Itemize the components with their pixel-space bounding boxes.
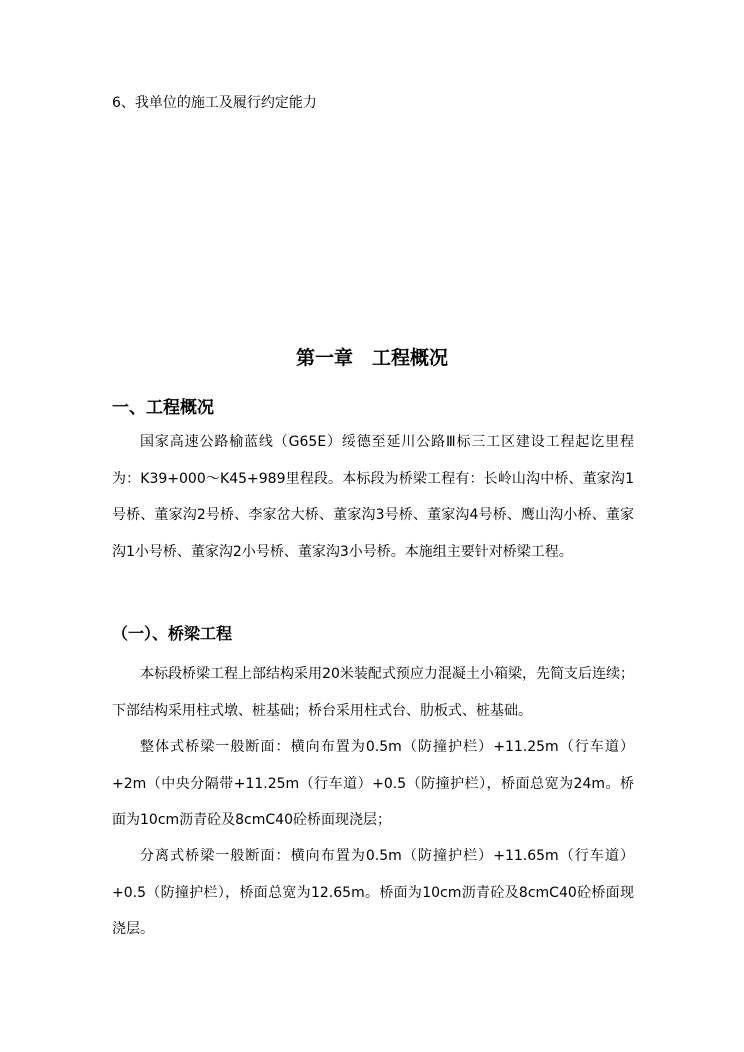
- paragraph-overview: 国家高速公路榆蓝线（G65E）绥德至延川公路Ⅲ标三工区建设工程起讫里程为：K39+000～K45+989里程段。本标段为桥梁工程有：长岭山沟中桥、董家沟1号桥、董家沟2号桥、李家岔大桥、董家沟3号桥、董家沟4号桥、鹰山沟小桥、董家沟1小号桥、董家沟2小号桥、董家沟3小号桥。本施组主要针对桥梁工程。: [112, 434, 634, 560]
- section-heading: 一、工程概况: [112, 398, 214, 418]
- chapter-title: 第一章 工程概况: [295, 347, 448, 369]
- list-item-6: 6、我单位的施工及履行约定能力: [112, 95, 317, 111]
- sub-heading-bridge-works: （一）、桥梁工程: [112, 624, 233, 643]
- paragraph-structure: 本标段桥梁工程上部结构采用20米装配式预应力混凝土小箱梁，先简支后连续；下部结构采用柱式墩、桩基础；桥台采用柱式台、肋板式、桩基础。: [112, 666, 634, 719]
- paragraph-integral-section: 整体式桥梁一般断面：横向布置为0.5m（防撞护栏）+11.25m（行车道）+2m（中央分隔带+11.25m（行车道）+0.5（防撞护栏），桥面总宽为24m。桥面为10cm沥青砼及8cmC40砼桥面现浇层；: [112, 739, 634, 828]
- paragraph-separate-section: 分离式桥梁一般断面：横向布置为0.5m（防撞护栏）+11.65m（行车道）+0.5（防撞护栏），桥面总宽为12.65m。桥面为10cm沥青砼及8cmC40砼桥面现浇层。: [112, 848, 634, 937]
